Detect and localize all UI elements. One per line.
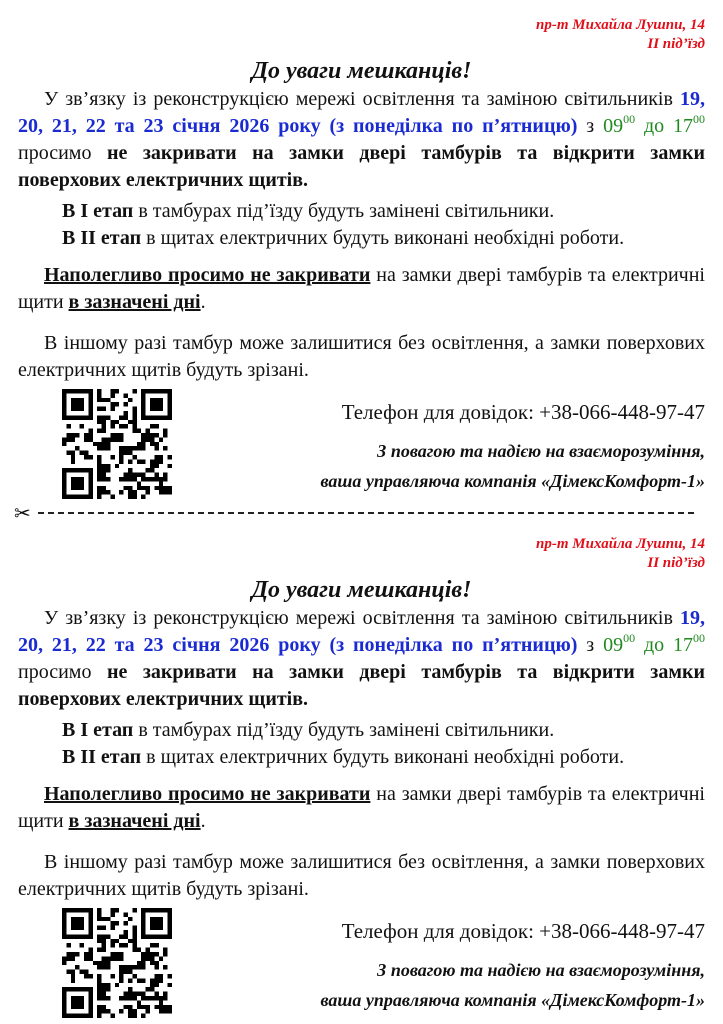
notice-stages: В І етап в тамбурах під’їзду будуть замінені світильники. В ІІ етап в щитах електричних будуть виконані необхідні роботи. [62,719,625,768]
qr-code-icon [62,388,172,500]
address-entrance: ІІ під’їзд [647,36,705,52]
notice-insist: Наполегливо просимо не закривати на замки двері тамбурів та електричні щити в зазначені дні. [18,783,705,832]
qr-code-icon [62,907,172,1019]
time-to: $17^{00}$ [673,112,705,137]
request-bold: не закривати на замки двері тамбурів та відкрити замки поверхових електричних щитів. [18,661,706,710]
dates-text: 19, 20, 21, 22 та 23 січня 2026 року (з понеділка по п’ятницю) [18,607,705,656]
notice-warning: В іншому разі тамбур може залишитися без освітлення, а замки поверхових електричних щитів будуть зрізані. [18,851,705,900]
time-from: $09^{00}$ [603,112,636,137]
signature-line1: З повагою та надією на взаєморозуміння, [377,960,705,980]
scissors-icon: ✂ [14,501,31,525]
time-from: $09^{00}$ [603,631,636,656]
address-street: пр-т Михайла Лушпи, 14 [536,17,705,33]
signature-line2: ваша управляюча компанія «ДімексКомфорт-1» [320,471,705,491]
request-bold: не закривати на замки двері тамбурів та відкрити замки поверхових електричних щитів. [18,142,706,191]
notice-paragraph-main: У зв’язку із реконструкцією мережі освітлення та заміною світильників 19, 20, 21, 22 та 23 січня 2026 року (з понеділка по п’ятницю) з $09^{00}$ до $17^{00}$ просимо не закривати на замки двері тамбурів та відкрити замки поверхових електричних щитів. [18,607,706,710]
phone-text: Телефон для довідок: +38-066-448-97-47 [341,400,705,424]
notice-bottom [0,519,723,1024]
signature-line1: З повагою та надією на взаєморозуміння, [377,441,705,461]
notice-top [0,0,723,505]
address-street: пр-т Михайла Лушпи, 14 [536,536,705,552]
dashed-divider [38,512,694,514]
notice-title: До уваги мешканців! [251,58,472,84]
dates-text: 19, 20, 21, 22 та 23 січня 2026 року (з понеділка по п’ятницю) [18,88,705,137]
notice-insist: Наполегливо просимо не закривати на замки двері тамбурів та електричні щити в зазначені дні. [18,264,705,313]
notice-stages: В І етап в тамбурах під’їзду будуть замінені світильники. В ІІ етап в щитах електричних будуть виконані необхідні роботи. [62,200,625,249]
address-entrance: ІІ під’їзд [647,555,705,571]
notice-warning: В іншому разі тамбур може залишитися без освітлення, а замки поверхових електричних щитів будуть зрізані. [18,332,705,381]
signature-line2: ваша управляюча компанія «ДімексКомфорт-1» [320,990,705,1010]
time-to: $17^{00}$ [673,631,705,656]
notice-paragraph-main: У зв’язку із реконструкцією мережі освітлення та заміною світильників 19, 20, 21, 22 та 23 січня 2026 року (з понеділка по п’ятницю) з $09^{00}$ до $17^{00}$ просимо не закривати на замки двері тамбурів та відкрити замки поверхових електричних щитів. [18,88,706,191]
phone-text: Телефон для довідок: +38-066-448-97-47 [341,919,705,943]
notice-title: До уваги мешканців! [251,577,472,603]
